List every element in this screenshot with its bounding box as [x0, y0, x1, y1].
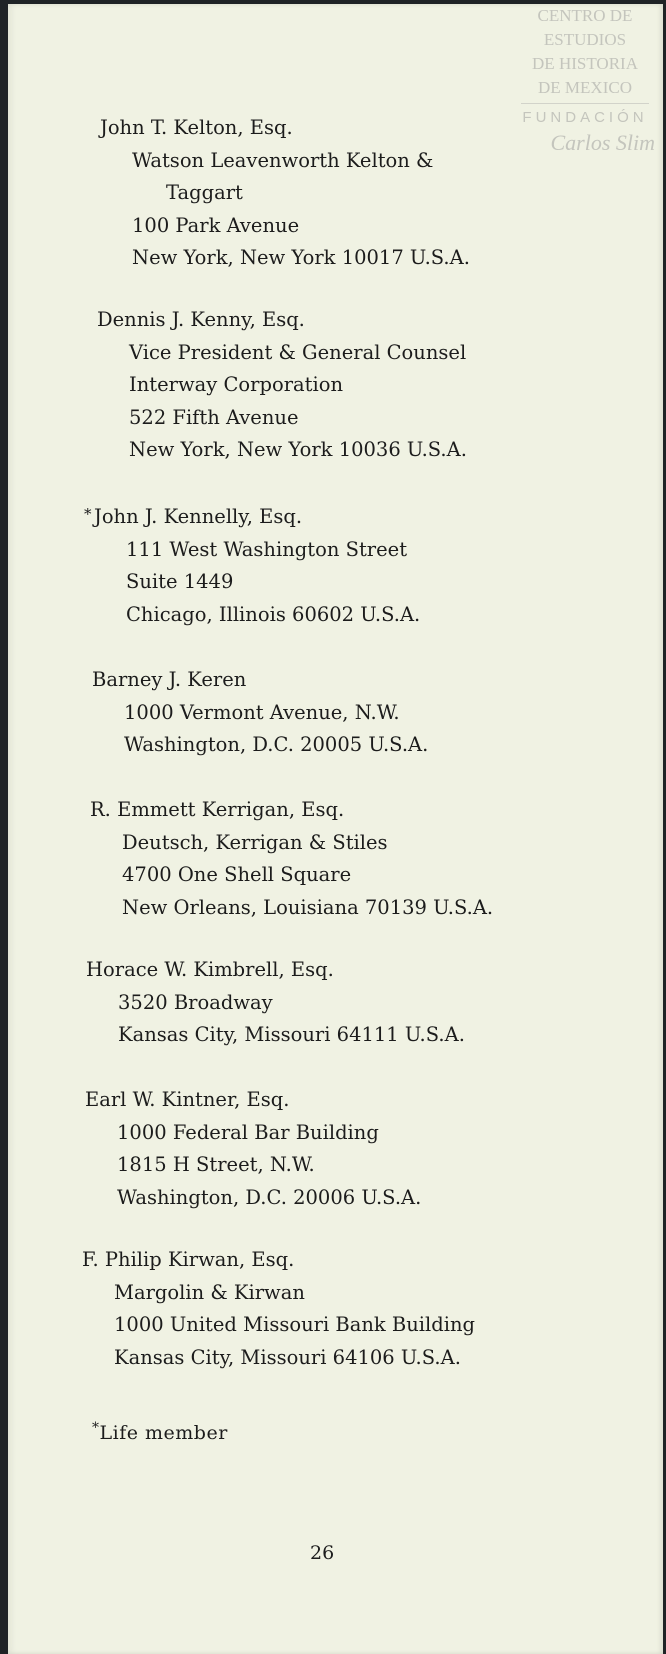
entry-line: 1000 Vermont Avenue, N.W. — [124, 700, 400, 724]
entry-name: Dennis J. Kenny, Esq. — [97, 308, 305, 331]
watermark-line-3: DE HISTORIA — [532, 54, 638, 73]
directory-entry — [90, 794, 493, 924]
entry-name: Horace W. Kimbrell, Esq. — [86, 958, 334, 981]
footnote — [92, 1422, 228, 1444]
directory-entry — [92, 664, 428, 762]
directory-entry — [85, 1084, 421, 1214]
entry-line: Washington, D.C. 20006 U.S.A. — [117, 1185, 422, 1209]
entry-name: John T. Kelton, Esq. — [100, 116, 293, 139]
entry-name: R. Emmett Kerrigan, Esq. — [90, 798, 345, 821]
document-page — [8, 4, 663, 1654]
entry-line: Kansas City, Missouri 64106 U.S.A. — [114, 1345, 461, 1369]
entry-line: 1000 United Missouri Bank Building — [114, 1313, 476, 1336]
directory-entry — [100, 112, 470, 275]
entry-line: 1000 Federal Bar Building — [117, 1120, 379, 1144]
watermark-signature: Carlos Slim — [550, 130, 655, 155]
life-member-marker: * — [84, 505, 92, 523]
entry-line: Kansas City, Missouri 64111 U.S.A. — [118, 1023, 465, 1046]
watermark-line-1: CENTRO DE — [537, 6, 633, 25]
entry-line: 522 Fifth Avenue — [129, 405, 299, 429]
directory-entry — [97, 304, 467, 467]
entry-name: F. Philip Kirwan, Esq. — [82, 1248, 295, 1271]
watermark-foundation: FUNDACIÓN — [522, 109, 648, 126]
entry-line: New York, New York 10017 U.S.A. — [132, 246, 470, 269]
entry-line: Washington, D.C. 20005 U.S.A. — [124, 733, 429, 756]
directory-entry — [82, 1244, 475, 1374]
entry-line: Taggart — [166, 181, 243, 204]
page-number: 26 — [310, 1542, 335, 1564]
entry-line: 1815 H Street, N.W. — [117, 1153, 315, 1176]
entry-line: 3520 Broadway — [118, 990, 273, 1014]
entry-line: Interway Corporation — [129, 373, 344, 396]
watermark-line-2: ESTUDIOS — [543, 30, 627, 49]
entry-line: Watson Leavenworth Kelton & — [132, 148, 434, 172]
entry-line: Suite 1449 — [126, 570, 234, 593]
entry-line: Deutsch, Kerrigan & Stiles — [122, 830, 388, 854]
footnote-text: Life member — [99, 1422, 228, 1444]
entry-line: Margolin & Kirwan — [114, 1280, 305, 1304]
entry-name: Earl W. Kintner, Esq. — [85, 1088, 290, 1111]
entry-name: John J. Kennelly, Esq. — [94, 505, 303, 528]
archive-watermark — [515, 4, 655, 158]
entry-line: Chicago, Illinois 60602 U.S.A. — [126, 602, 421, 626]
entry-line: New York, New York 10036 U.S.A. — [129, 438, 467, 461]
footnote-marker: * — [92, 1420, 100, 1436]
directory-entry — [86, 954, 465, 1052]
entry-line: 100 Park Avenue — [132, 213, 300, 237]
watermark-divider — [521, 103, 649, 104]
entry-line: 111 West Washington Street — [126, 537, 408, 561]
entry-line: 4700 One Shell Square — [122, 863, 352, 886]
directory-entry — [84, 501, 421, 631]
entry-line: New Orleans, Louisiana 70139 U.S.A. — [122, 895, 494, 919]
entry-name: Barney J. Keren — [92, 668, 247, 691]
entry-line: Vice President & General Counsel — [129, 340, 467, 364]
watermark-line-4: DE MEXICO — [538, 78, 632, 97]
